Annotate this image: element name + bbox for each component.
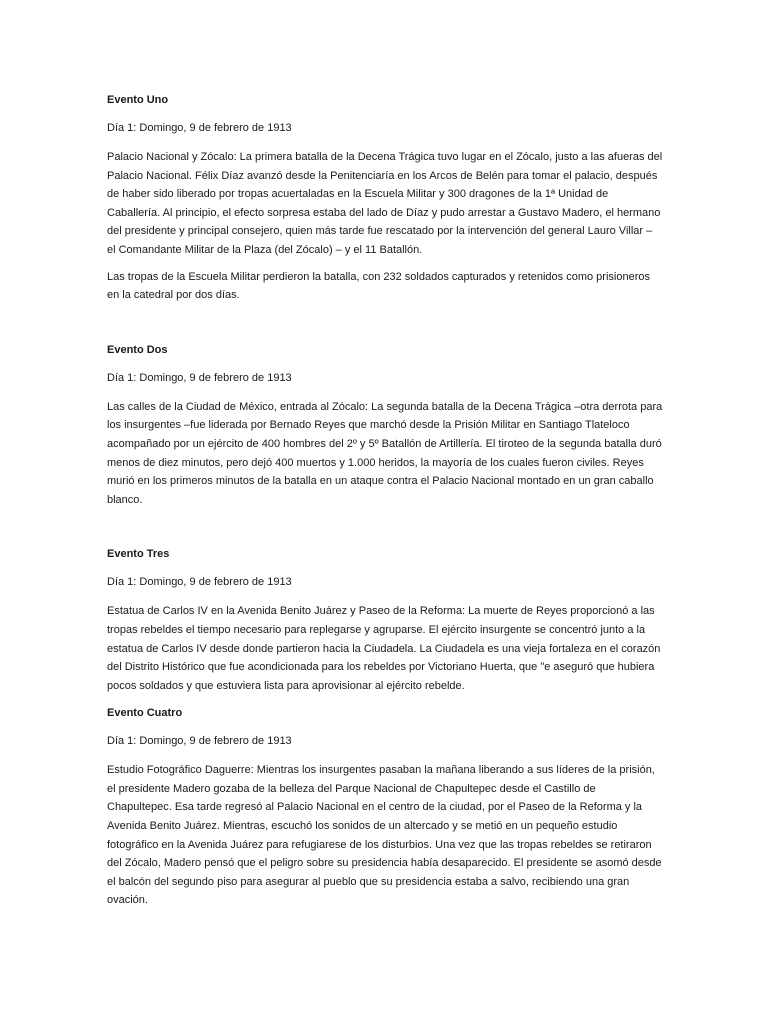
event-paragraph: Las calles de la Ciudad de México, entrada al Zócalo: La segunda batalla de la Decena Trágica –otra derrota para los insurgentes –fue liderada por Bernado Reyes que marchó desde la Prisión Militar en Santiago Tlateloco acompañado por un ejército de 400 hombres del 2º y 5º Batallón de Artillería. El tiroteo de la segunda batalla duró menos de diez minutos, pero dejó 400 muertos y 1.000 heridos, la mayoría de los cuales fueron civiles. Reyes murió en los primeros minutos de la batalla en un ataque contra el Palacio Nacional montado en un gran caballo blanco. xyxy=(107,400,663,506)
event-title: Evento Uno xyxy=(107,94,169,106)
event-date: Día 1: Domingo, 9 de febrero de 1913 xyxy=(107,371,292,384)
event-title: Evento Tres xyxy=(107,548,170,561)
event-paragraph: Las tropas de la Escuela Militar perdieron la batalla, con 232 soldados capturados y retenidos como prisioneros en la catedral por dos días. xyxy=(107,270,650,302)
event-date: Día 1: Domingo, 9 de febrero de 1913 xyxy=(107,576,292,589)
event-date: Día 1: Domingo, 9 de febrero de 1913 xyxy=(107,122,292,134)
event-section-cuatro xyxy=(107,705,663,910)
event-section-dos xyxy=(107,342,663,510)
event-paragraph: Palacio Nacional y Zócalo: La primera batalla de la Decena Trágica tuvo lugar en el Zócalo, justo a las afueras del Palacio Nacional. Félix Díaz avanzó desde la Penitenciaría en los Arcos de Belén para tomar el palacio, después de haber sido liberado por tropas acuertaladas en la Escuela Militar y 300 dragones de la 1ª Unidad de Caballería. Al principio, el efecto sorpresa estaba del lado de Díaz y pudo arrestar a Gustavo Madero, el hermano del presidente y principal consejero, quien más tarde fue rescatado por la intervención del general Lauro Villar – el Comandante Militar de la Plaza (del Zócalo) – y el 11 Batallón. xyxy=(107,151,663,256)
event-section-tres xyxy=(107,546,663,695)
event-paragraph: Estudio Fotográfico Daguerre: Mientras los insurgentes pasaban la mañana liberando a sus líderes de la prisión, el presidente Madero gozaba de la belleza del Parque Nacional de Chapultepec desde el Castillo de Chapultepec. Esa tarde regresó al Palacio Nacional en el centro de la ciudad, por el Paseo de la Reforma y la Avenida Benito Juárez. Mientras, escuchó los sonidos de un altercado y se metió en un pequeño estudio fotográfico en la Avenida Juárez para refugiarese de los disturbios. Una vez que las tropas rebeldes se retiraron del Zócalo, Madero pensó que el peligro sobre su presidencia había desaparecido. El presidente se asomó desde el balcón del segundo piso para asegurar al pueblo que su presidencia estaba a salvo, recibiendo una gran ovación. xyxy=(107,764,662,907)
event-paragraph: Estatua de Carlos IV en la Avenida Benito Juárez y Paseo de la Reforma: La muerte de Reyes proporcionó a las tropas rebeldes el tiempo necesario para replegarse y agruparse. El ejército insurgente se concentró junto a la estatua de Carlos IV desde donde partieron hacia la Ciudadela. La Ciudadela es una vieja fortaleza en el corazón del Distrito Histórico que fue acondicionada para los rebeldes por Victoriano Huerta, que "e aseguró que hubiera pocos soldados y que estuviera lista para aprovisionar al ejército rebelde. xyxy=(107,605,661,692)
event-section-uno xyxy=(107,92,663,305)
document-body xyxy=(107,92,663,910)
event-title: Evento Cuatro xyxy=(107,707,183,720)
event-date: Día 1: Domingo, 9 de febrero de 1913 xyxy=(107,735,292,748)
event-title: Evento Dos xyxy=(107,343,168,356)
